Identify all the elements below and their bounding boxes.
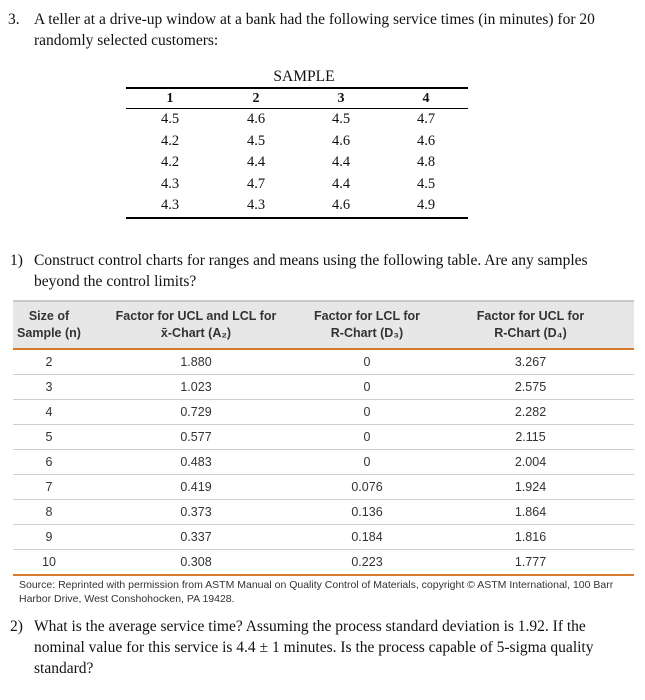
- table-cell: 4.9: [384, 195, 468, 218]
- table-cell: 0: [307, 425, 427, 450]
- table-row: [13, 500, 634, 525]
- table-source-note: Source: Reprinted with permission from ASTM Manual on Quality Control of Materials, copyright © ASTM International, 100 Barr Harbor Drive, West Conshohocken, PA 19428.: [19, 579, 614, 605]
- table-cell: 0.373: [85, 500, 307, 525]
- control-chart-factor-table: [13, 300, 634, 576]
- factor-column-header: [427, 301, 634, 349]
- sample-table-title: SAMPLE: [273, 68, 335, 85]
- factor-column-header: [85, 301, 307, 349]
- table-row: [126, 152, 468, 174]
- table-cell: 4.5: [416, 175, 436, 192]
- table-cell: 4.3: [126, 195, 214, 218]
- header-line: Factor for UCL for: [476, 309, 585, 323]
- question-text: What is the average service time? Assuming the process standard deviation is 1.92. If the nominal value for this service is 4.4 ± 1 minutes. Is the process capable of 5-sigma quality standard?: [34, 618, 594, 677]
- table-row: [13, 475, 634, 500]
- table-cell: 2: [13, 349, 85, 375]
- table-cell: 6: [13, 450, 85, 475]
- table-cell: 4.7: [416, 111, 436, 128]
- header-line: Size of: [28, 309, 70, 323]
- table-cell: 0.223: [307, 550, 427, 576]
- table-cell: 0.308: [85, 550, 307, 576]
- table-cell: 1.880: [85, 349, 307, 375]
- table-cell: 2.004: [427, 450, 634, 475]
- table-cell: 1.816: [427, 525, 634, 550]
- table-row: [13, 450, 634, 475]
- table-cell: 0: [307, 450, 427, 475]
- header-line: Sample (n): [17, 326, 81, 340]
- sample-column-header: 1: [126, 88, 214, 109]
- factor-table-header-row: [13, 301, 634, 349]
- table-cell: 4.6: [416, 132, 436, 149]
- table-cell: 4.6: [331, 132, 351, 149]
- table-cell: 9: [13, 525, 85, 550]
- table-cell: 10: [13, 550, 85, 576]
- table-cell: 0.419: [85, 475, 307, 500]
- table-cell: 0: [307, 400, 427, 425]
- table-cell: 4.5: [160, 111, 180, 128]
- table-cell: 4.3: [160, 175, 180, 192]
- table-cell: 0.729: [85, 400, 307, 425]
- header-line: Factor for UCL and LCL for: [115, 309, 277, 323]
- sample-column-header: 3: [298, 88, 384, 109]
- table-row: [126, 109, 468, 131]
- table-cell: 7: [13, 475, 85, 500]
- table-row: [13, 525, 634, 550]
- table-cell: 2.575: [427, 375, 634, 400]
- table-row: [13, 550, 634, 576]
- table-cell: 4.6: [246, 111, 266, 128]
- table-cell: 4.2: [160, 132, 180, 149]
- table-cell: 1.777: [427, 550, 634, 576]
- header-line: x̄-Chart (A₂): [160, 326, 232, 340]
- table-cell: 1.924: [427, 475, 634, 500]
- table-row: [13, 425, 634, 450]
- table-cell: 4.3: [214, 195, 298, 218]
- table-row: [126, 131, 468, 153]
- header-line: Factor for LCL for: [313, 309, 421, 323]
- table-cell: 0.577: [85, 425, 307, 450]
- control-chart-factor-table-block: [13, 300, 634, 576]
- table-cell: 8: [13, 500, 85, 525]
- table-cell: 4.2: [160, 154, 180, 171]
- question-text: Construct control charts for ranges and means using the following table. Are any samples beyond the control limits?: [34, 252, 588, 290]
- header-line: R-Chart (D₃): [330, 326, 404, 340]
- table-cell: 0.337: [85, 525, 307, 550]
- table-cell: 0.184: [307, 525, 427, 550]
- table-cell: 4.4: [331, 154, 351, 171]
- table-cell: 1.864: [427, 500, 634, 525]
- question-number: 2): [10, 618, 23, 635]
- table-cell: 3: [13, 375, 85, 400]
- table-cell: 4.6: [298, 195, 384, 218]
- table-cell: 4: [13, 400, 85, 425]
- sample-column-header: 2: [214, 88, 298, 109]
- table-cell: 4.7: [246, 175, 266, 192]
- table-cell: 4.5: [246, 132, 266, 149]
- table-cell: 0.483: [85, 450, 307, 475]
- question-number: 1): [10, 252, 23, 269]
- table-cell: 5: [13, 425, 85, 450]
- table-cell: 1.023: [85, 375, 307, 400]
- table-cell: 2.115: [427, 425, 634, 450]
- sample-table-block: [126, 67, 468, 219]
- table-cell: 4.8: [416, 154, 436, 171]
- table-row: [13, 349, 634, 375]
- question-number: 3.: [8, 11, 20, 28]
- table-cell: 2.282: [427, 400, 634, 425]
- table-cell: 3.267: [427, 349, 634, 375]
- header-line: R-Chart (D₄): [494, 326, 567, 340]
- table-cell: 4.4: [246, 154, 266, 171]
- sample-table-header-row: [126, 88, 468, 109]
- table-row: [126, 195, 468, 218]
- table-cell: 0: [307, 349, 427, 375]
- sample-column-header: 4: [384, 88, 468, 109]
- factor-column-header: [307, 301, 427, 349]
- table-row: [13, 400, 634, 425]
- table-cell: 0: [307, 375, 427, 400]
- question-text: A teller at a drive-up window at a bank had the following service times (in minutes) for 20 randomly selected customers:: [34, 11, 595, 49]
- table-cell: 0.076: [307, 475, 427, 500]
- factor-column-header: [13, 301, 85, 349]
- table-row: [13, 375, 634, 400]
- sample-table: [126, 87, 468, 219]
- table-cell: 4.4: [331, 175, 351, 192]
- table-row: [126, 174, 468, 196]
- table-cell: 0.136: [307, 500, 427, 525]
- table-cell: 4.5: [331, 111, 351, 128]
